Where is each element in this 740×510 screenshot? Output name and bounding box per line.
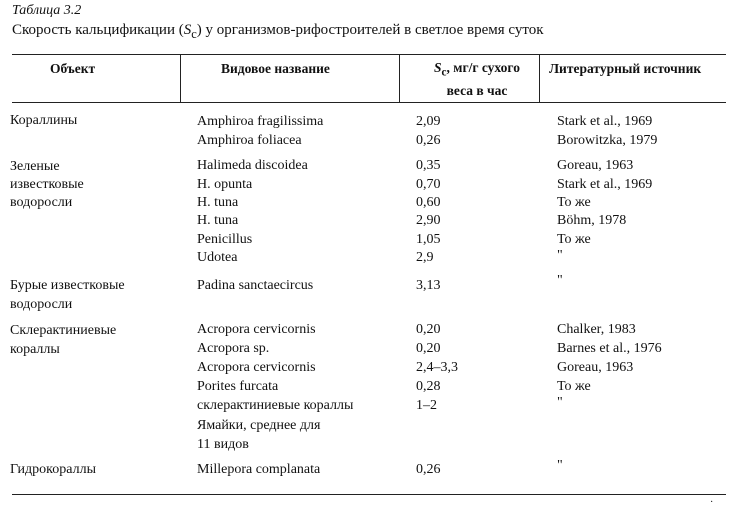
group-label: кораллы <box>10 342 60 357</box>
rate-cell: 0,70 <box>416 177 441 192</box>
group-label: Зеленые <box>10 159 60 174</box>
rate-cell: 0,26 <box>416 462 441 477</box>
species-cell: Millepora complanata <box>197 462 321 477</box>
species-cell: Amphiroa foliacea <box>197 133 302 148</box>
source-cell: " <box>557 273 563 288</box>
header-rate <box>415 59 539 99</box>
source-cell: То же <box>557 232 591 247</box>
source-cell: Borowitzka, 1979 <box>557 133 658 148</box>
source-cell: " <box>557 395 563 410</box>
rate-cell: 3,13 <box>416 278 441 293</box>
rate-cell: 0,60 <box>416 195 441 210</box>
header-rate-symbol: S <box>434 60 442 75</box>
species-cell: склерактиниевые кораллы <box>197 398 354 413</box>
group-label: Бурые известковые <box>10 278 125 293</box>
header-bottom-rule <box>12 102 726 103</box>
group-label: водоросли <box>10 297 73 312</box>
species-cell: Amphiroa fragilissima <box>197 114 324 129</box>
rate-cell: 1,05 <box>416 232 441 247</box>
rate-cell: 0,26 <box>416 133 441 148</box>
species-cell: Halimeda discoidea <box>197 158 308 173</box>
header-species: Видовое название <box>221 61 330 76</box>
header-divider <box>180 55 181 102</box>
source-cell: " <box>557 248 563 263</box>
title-text-after: ) у организмов-рифостроителей в светлое время суток <box>196 22 544 38</box>
source-cell: Stark et al., 1969 <box>557 177 653 192</box>
table-title <box>12 22 544 42</box>
header-divider <box>539 55 540 102</box>
species-cell: Udotea <box>197 250 238 265</box>
species-cell: Acropora cervicornis <box>197 360 316 375</box>
rate-cell: 0,35 <box>416 158 441 173</box>
header-object: Объект <box>50 61 96 76</box>
header-rate-line2: веса в час <box>446 82 508 98</box>
source-cell: Goreau, 1963 <box>557 360 634 375</box>
header-divider <box>399 55 400 102</box>
title-subscript: c <box>191 27 197 41</box>
species-cell: Acropora sp. <box>197 341 270 356</box>
header-rate-text: , мг/г сухого <box>446 60 520 75</box>
source-cell: " <box>557 458 563 473</box>
species-cell: Porites furcata <box>197 379 279 394</box>
species-cell: 11 видов <box>197 437 249 452</box>
group-label: Склерактиниевые <box>10 323 117 338</box>
rate-cell: 2,4–3,3 <box>416 360 458 375</box>
rate-cell: 0,20 <box>416 322 441 337</box>
table-caption: Таблица 3.2 <box>12 3 82 18</box>
species-cell: Penicillus <box>197 232 253 247</box>
title-text-before: Скорость кальцификации ( <box>12 22 184 38</box>
source-cell: Barnes et al., 1976 <box>557 341 662 356</box>
header-source: Литературный источник <box>549 61 702 76</box>
group-label: Гидрокораллы <box>10 462 96 477</box>
rate-cell: 2,09 <box>416 114 441 129</box>
table-bottom-rule <box>12 494 726 495</box>
source-cell: Chalker, 1983 <box>557 322 636 337</box>
group-label: водоросли <box>10 195 73 210</box>
rate-cell: 0,28 <box>416 379 441 394</box>
source-cell: Stark et al., 1969 <box>557 114 653 129</box>
species-cell: H. tuna <box>197 213 239 228</box>
species-cell: H. opunta <box>197 177 253 192</box>
species-cell: Padina sanctaecircus <box>197 278 314 293</box>
rate-cell: 1–2 <box>416 398 437 413</box>
title-symbol: S <box>183 22 192 38</box>
rate-cell: 2,9 <box>416 250 434 265</box>
species-cell: H. tuna <box>197 195 239 210</box>
group-label: Кораллины <box>10 113 78 128</box>
source-cell: То же <box>557 379 591 394</box>
rate-cell: 0,20 <box>416 341 441 356</box>
source-cell: Böhm, 1978 <box>557 213 627 228</box>
page-speck: · <box>710 497 714 508</box>
source-cell: То же <box>557 195 591 210</box>
species-cell: Ямайки, среднее для <box>197 418 321 433</box>
header-rate-subscript: c <box>441 66 447 79</box>
species-cell: Acropora cervicornis <box>197 322 316 337</box>
rate-cell: 2,90 <box>416 213 441 228</box>
source-cell: Goreau, 1963 <box>557 158 634 173</box>
table-top-rule <box>12 54 726 55</box>
group-label: известковые <box>10 177 84 192</box>
